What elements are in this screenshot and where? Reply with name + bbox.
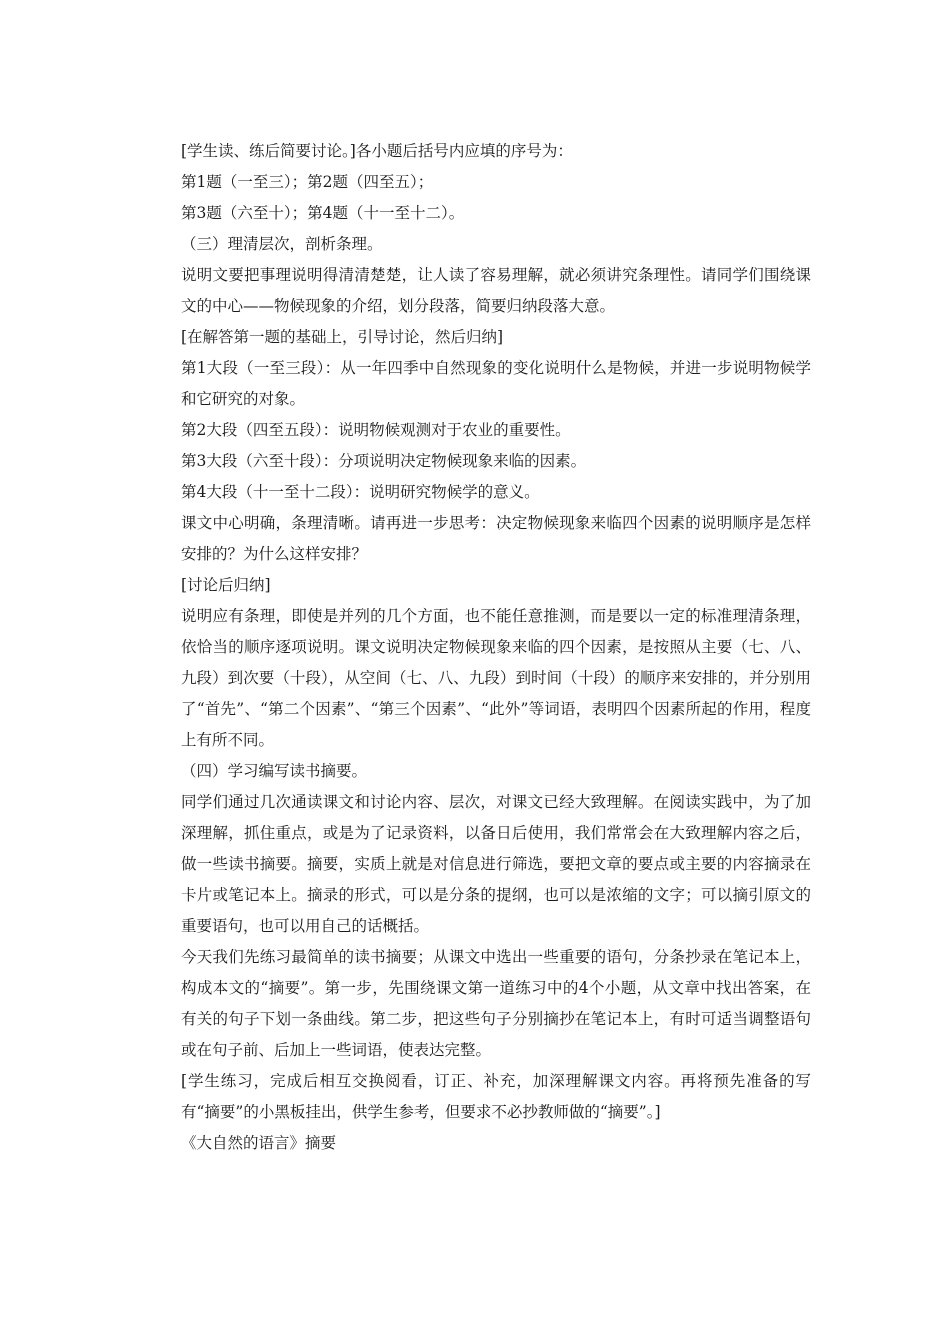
paragraph-abstract-intro: 同学们通过几次通读课文和讨论内容、层次，对课文已经大致理解。在阅读实践中，为了加深理解，抓住重点，或是为了记录资料，以备日后使用，我们常常会在大致理解内容之后，做一些读书摘要。摘要，实质上就是对信息进行筛选，要把文章的要点或主要的内容摘录在卡片或笔记本上。摘录的形式，可以是分条的提纲，也可以是浓缩的文字；可以摘引原文的重要语句，也可以用自己的话概括。	[181, 793, 811, 935]
paragraph-structure-prompt: 说明文要把事理说明得清清楚楚，让人读了容易理解，就必须讲究条理性。请同学们围绕课文的中心——物候现象的介绍，划分段落，简要归纳段落大意。	[181, 266, 811, 315]
paragraph-student-practice: [学生练习，完成后相互交换阅看，订正、补充，加深理解课文内容。再将预先准备的写有“摘要”的小黑板挂出，供学生参考，但要求不必抄教师做的“摘要”。]	[181, 1072, 811, 1121]
paragraph-abstract-practice: 今天我们先练习最简单的读书摘要；从课文中选出一些重要的语句，分条抄录在笔记本上，构成本文的“摘要”。第一步，先围绕课文第一道练习中的4个小题，从文章中找出答案，在有关的句子下划一条曲线。第二步，把这些句子分别摘抄在笔记本上，有时可适当调整语句或在句子前、后加上一些词语，使表达完整。	[181, 948, 811, 1059]
paragraph-section-4: 第4大段（十一至十二段）：说明研究物候学的意义。	[181, 483, 540, 501]
paragraph-section-1: 第1大段（一至三段）：从一年四季中自然现象的变化说明什么是物候，并进一步说明物候学和它研究的对象。	[181, 359, 811, 408]
paragraph-section-2: 第2大段（四至五段）：说明物候观测对于农业的重要性。	[181, 421, 571, 439]
paragraph-abstract-title: 《大自然的语言》摘要	[181, 1134, 337, 1152]
section-heading-4: （四）学习编写读书摘要。	[181, 762, 368, 780]
paragraph-discussion-note: [在解答第一题的基础上，引导讨论，然后归纳]	[181, 328, 504, 346]
paragraph-order-explanation: 说明应有条理，即使是并列的几个方面，也不能任意推测，而是要以一定的标准理清条理，依恰当的顺序逐项说明。课文说明决定物候现象来临的四个因素，是按照从主要（七、八、九段）到次要（十段），从空间（七、八、九段）到时间（十段）的顺序来安排的，并分别用了“首先”、“第二个因素”、“第三个因素”、“此外”等词语，表明四个因素所起的作用，程度上有所不同。	[181, 607, 811, 749]
paragraph-answer-3-4: 第3题（六至十）；第4题（十一至十二）。	[181, 204, 465, 222]
document-body	[181, 136, 811, 1159]
paragraph-answer-1-2: 第1题（一至三）；第2题（四至五）；	[181, 173, 434, 191]
paragraph-exercise-intro: [学生读、练后简要讨论。]各小题后括号内应填的序号为：	[181, 142, 573, 160]
paragraph-further-question: 课文中心明确，条理清晰。请再进一步思考：决定物候现象来临四个因素的说明顺序是怎样安排的？为什么这样安排？	[181, 514, 811, 563]
paragraph-section-3: 第3大段（六至十段）：分项说明决定物候现象来临的因素。	[181, 452, 587, 470]
paragraph-summary-note: [讨论后归纳]	[181, 576, 271, 594]
section-heading-3: （三）理清层次，剖析条理。	[181, 235, 383, 253]
